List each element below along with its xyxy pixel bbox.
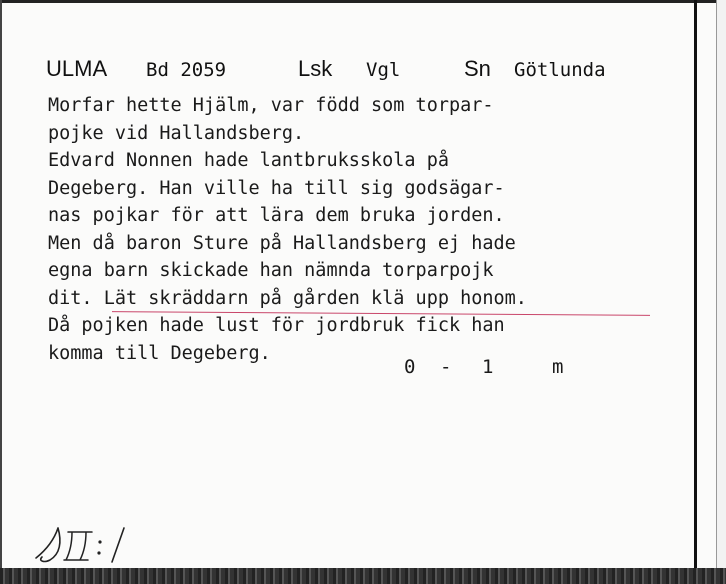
text-line: Degeberg. Han ville ha till sig godsägar-: [48, 177, 505, 199]
text-line: Edvard Nonnen hade lantbruksskola på: [48, 150, 449, 171]
record-text: [48, 92, 678, 367]
landskap-value: Vgl: [366, 59, 401, 81]
scan-margin: [716, 0, 726, 584]
measure-dash: -: [440, 356, 452, 378]
text-line: egna barn skickade han nämnda torparpojk: [48, 260, 494, 281]
text-line: komma till Degeberg.: [48, 342, 271, 364]
card-right-edge: [694, 0, 697, 584]
text-line: pojke vid Hallandsberg.: [48, 122, 305, 144]
socken-label: Sn: [464, 56, 491, 81]
measure-to: 1: [482, 356, 494, 378]
record-number: Bd 2059: [146, 59, 227, 81]
landskap-label: Lsk: [298, 56, 333, 81]
text-line: Men då baron Sture på Hallandsberg ej hade: [48, 232, 516, 254]
card-top-edge: [0, 0, 726, 3]
text-line: Då pojken hade lust för jordbruk fick han: [48, 315, 505, 336]
text-line: dit. Lät skräddarn på gården klä upp honom.: [48, 287, 527, 309]
card-bottom-edge: [0, 568, 726, 584]
card-header: [0, 56, 700, 86]
card-left-edge: [0, 0, 2, 584]
handwritten-signature: [28, 520, 138, 566]
socken-value: Götlunda: [514, 59, 606, 81]
text-line: Morfar hette Hjälm, var född som torpar-: [48, 95, 494, 116]
measure-unit: m: [552, 356, 564, 378]
archive-code: ULMA: [46, 56, 108, 81]
measure-from: 0: [404, 356, 416, 378]
text-line: nas pojkar för att lära dem bruka jorden.: [48, 205, 505, 226]
